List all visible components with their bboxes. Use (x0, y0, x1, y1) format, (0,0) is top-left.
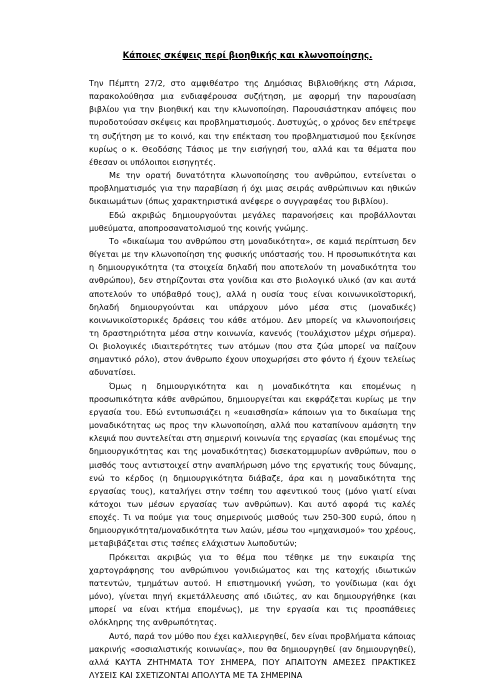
paragraph: Εδώ ακριβώς δημιουργούνται μεγάλες παρανοήσεις και προβάλλονται μυθεύματα, αποπροσανατολισμού της κοινής γνώμης. (89, 210, 416, 233)
document-title: Κάποιες σκέψεις περί βιοηθικής και κλωνοποίησης. (122, 51, 373, 61)
paragraph: Αυτό, παρά τον μύθο που έχει καλλιεργηθεί, δεν είναι προβλήματα κάποιας μακρινής «σοσιαλιστικής κοινωνίας», που θα δημιουργηθεί (αν δημιουργηθεί), αλλά ΚΑΥΤΑ ΖΗΤΗΜΑΤΑ ΤΟΥ ΣΗΜΕΡΑ, ΠΟΥ ΑΠΑΙΤΟΥΝ ΑΜΕΣΕΣ ΠΡΑΚΤΙΚΕΣ ΛΥΣΕΙΣ ΚΑΙ ΣΧΕΤΙΖΟΝΤΑΙ ΑΠΟΛΥΤΑ ΜΕ ΤΑ ΣΗΜΕΡΙΝΑ (89, 631, 416, 681)
paragraph: Με την ορατή δυνατότητα κλωνοποίησης του ανθρώπου, εντείνεται ο προβληματισμός για την παραβίαση ή όχι μιας σειράς ανθρώπινων και ηθικών δικαιωμάτων (όπως χαρακτηριστικά ανέφερε ο συγγραφέας του βιβλίου). (89, 171, 416, 207)
paragraph: Πρόκειται ακριβώς για το θέμα που τέθηκε με την ευκαιρία της χαρτογράφησης του ανθρώπινου γονιδιώματος και της κατοχής ιδιωτικών πατεντών, τμημάτων αυτού. Η επιστημονική γνώση, το γονίδιωμα (και όχι μόνο), γίνεται πηγή εκμετάλλευσης από ιδιώτες, αν και δημιουργήθηκε (και μπορεί να είναι κτήμα επομένως), με την εργασία και τις προσπάθειες ολόκληρης της ανθρωπότητας. (89, 552, 416, 628)
paragraph: Όμως η δημιουργικότητα και η μοναδικότητα και επομένως η προσωπικότητα κάθε ανθρώπου, δημιουργείται και εκφράζεται κυρίως με την εργασία του. Εδώ εντυπωσιάζει η «ευαισθησία» κάποιων για το δικαίωμα της μοναδικότητας ως προς την κλωνοποίηση, αλλά που καταπίνουν αμάσητη την κλεψιά που συντελείται στη σημερινή κοινωνία της εργασίας (και επομένως της δημιουργικότητας και της μοναδικότητας) δισεκατομμυρίων ανθρώπων, που ο μισθός τους αντιστοιχεί στην αναπλήρωση μόνο της εργατικής τους δύναμης, ενώ το κέρδος (η δημιουργικότητα διάβαζε, άρα και η μοναδικότητα της εργασίας τους), καταλήγει στην τσέπη του αφεντικού τους (μόνο γιατί είναι κάτοχοι των μέσων εργασίας των ανθρώπων). Και αυτό αφορά τις καλές εποχές. Τι να πούμε για τους σημερινούς μισθούς των 250-300 ευρώ, όπου η δημιουργικότητα/μοναδικότητα των λαών, μέσω του «μηχανισμού» του χρέους, μεταβιβάζεται στις τσέπες ελάχιστων λωποδυτών; (89, 381, 416, 549)
paragraph: Το «δικαίωμα του ανθρώπου στη μοναδικότητα», σε καμιά περίπτωση δεν θίγεται με την κλωνοποίηση της φυσικής υπόστασής του. Η προσωπικότητα και η δημιουργικότητα (τα στοιχεία δηλαδή που αποτελούν τη μοναδικότητα του ανθρώπου), δεν στηρίζονται στα γονίδια και στο βιολογικό υλικό (αν και αυτά αποτελούν το υπόβαθρό τους), αλλά η ουσία τους είναι κοινωνικοϊστορική, δηλαδή δημιουργούνται και υπάρχουν μόνο μέσα στις (μοναδικές) κοινωνικοϊστορικές δράσεις του κάθε ατόμου. Δεν μπορείς να κλωνοποιήσεις τη δραστηριότητα μέσα στην κοινωνία, κανενός (τουλάχιστον μέχρι σήμερα). Οι βιολογικές ιδιαιτερότητες των ατόμων (που στα ζώα μπορεί να παίζουν σημαντικό ρόλο), στον άνθρωπο έχουν υποχωρήσει στο φόντο ή έχουν τελείως αδυνατίσει. (89, 236, 416, 378)
paragraph: Την Πέμπτη 27/2, στο αμφιθέατρο της Δημόσιας Βιβλιοθήκης στη Λάρισα, παρακολούθησα μια ενδιαφέρουσα συζήτηση, με αφορμή την παρουσίαση βιβλίου για την βιοηθική και την κλωνοποίηση. Παρουσιάστηκαν απόψεις που πυροδοτούσαν σκέψεις και προβληματισμούς. Δυστυχώς, ο χρόνος δεν επέτρεψε τη συζήτηση με το κοινό, και την επέκταση του προβληματισμού που ξεκίνησε κυρίως ο κ. Θεοδόσης Τάσιος με την εισήγησή του, αλλά και τα θέματα που έθεσαν οι υπόλοιποι εισηγητές. (89, 79, 416, 167)
document-body (89, 77, 416, 682)
